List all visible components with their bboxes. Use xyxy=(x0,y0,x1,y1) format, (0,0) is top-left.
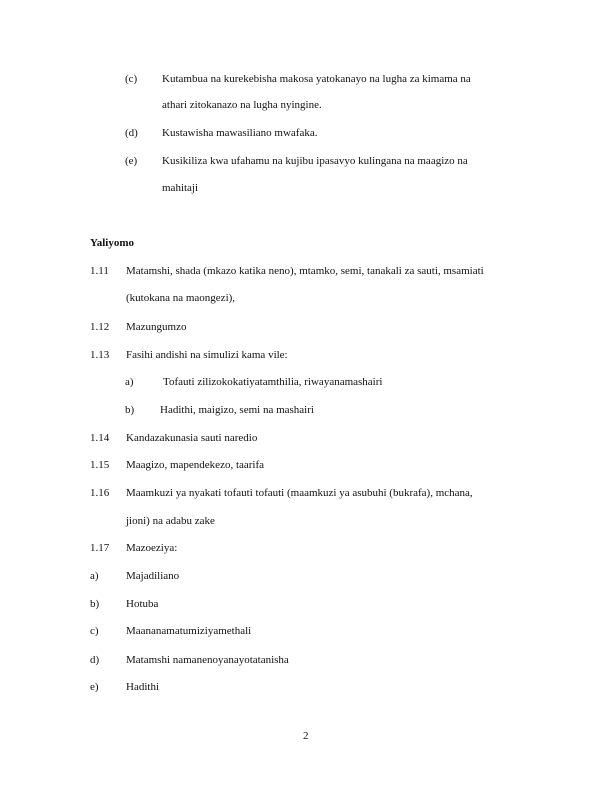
exercise-text: Matamshi namanenoyanayotatanisha xyxy=(126,654,289,666)
exercise-label: c) xyxy=(90,625,99,637)
content-text: (kutokana na maongezi), xyxy=(126,292,236,304)
content-number: 1.13 xyxy=(90,349,110,361)
content-text: Maagizo, mapendekezo, taarifa xyxy=(126,459,265,471)
exercise-label: b) xyxy=(90,598,100,610)
section-heading: Yaliyomo xyxy=(90,237,134,249)
content-text: Fasihi andishi na simulizi kama vile: xyxy=(126,349,288,361)
content-text: Maamkuzi ya nyakati tofauti tofauti (maamkuzi ya asubuhi (bukrafa), mchana, xyxy=(126,487,473,499)
content-text: Mazoeziya: xyxy=(126,542,178,554)
sub-item-label: b) xyxy=(125,404,135,416)
page-number: 2 xyxy=(303,730,309,742)
content-text: Matamshi, shada (mkazo katika neno), mtamko, semi, tanakali za sauti, msamiati xyxy=(126,265,484,277)
objective-label: (d) xyxy=(125,127,138,139)
exercise-label: d) xyxy=(90,654,100,666)
exercise-label: a) xyxy=(90,570,99,582)
objective-label: (c) xyxy=(125,73,138,85)
objective-text: Kusikiliza kwa ufahamu na kujibu ipasavyo kulingana na maagizo na xyxy=(162,155,468,167)
exercise-text: Hadithi xyxy=(126,681,159,693)
objective-label: (e) xyxy=(125,155,138,167)
content-number: 1.15 xyxy=(90,459,110,471)
objective-text: mahitaji xyxy=(162,182,199,194)
exercise-text: Maananamatumiziyamethali xyxy=(126,625,252,637)
sub-item-text: Tofauti zilizokokatiyatamthilia, riwayanamashairi xyxy=(163,376,383,388)
sub-item-label: a) xyxy=(125,376,134,388)
content-text: jioni) na adabu zake xyxy=(126,515,215,527)
exercise-text: Hotuba xyxy=(126,598,159,610)
objective-text: Kutambua na kurekebisha makosa yatokanayo na lugha za kimama na xyxy=(162,73,471,85)
content-text: Mazungumzo xyxy=(126,321,187,333)
content-number: 1.11 xyxy=(90,265,109,277)
sub-item-text: Hadithi, maigizo, semi na mashairi xyxy=(160,404,314,416)
content-number: 1.14 xyxy=(90,432,110,444)
objective-text: Kustawisha mawasiliano mwafaka. xyxy=(162,127,318,139)
content-text: Kandazakunasia sauti naredio xyxy=(126,432,258,444)
exercise-text: Majadiliano xyxy=(126,570,180,582)
content-number: 1.12 xyxy=(90,321,110,333)
content-number: 1.17 xyxy=(90,542,110,554)
content-number: 1.16 xyxy=(90,487,110,499)
exercise-label: e) xyxy=(90,681,99,693)
objective-text: athari zitokanazo na lugha nyingine. xyxy=(162,99,322,111)
